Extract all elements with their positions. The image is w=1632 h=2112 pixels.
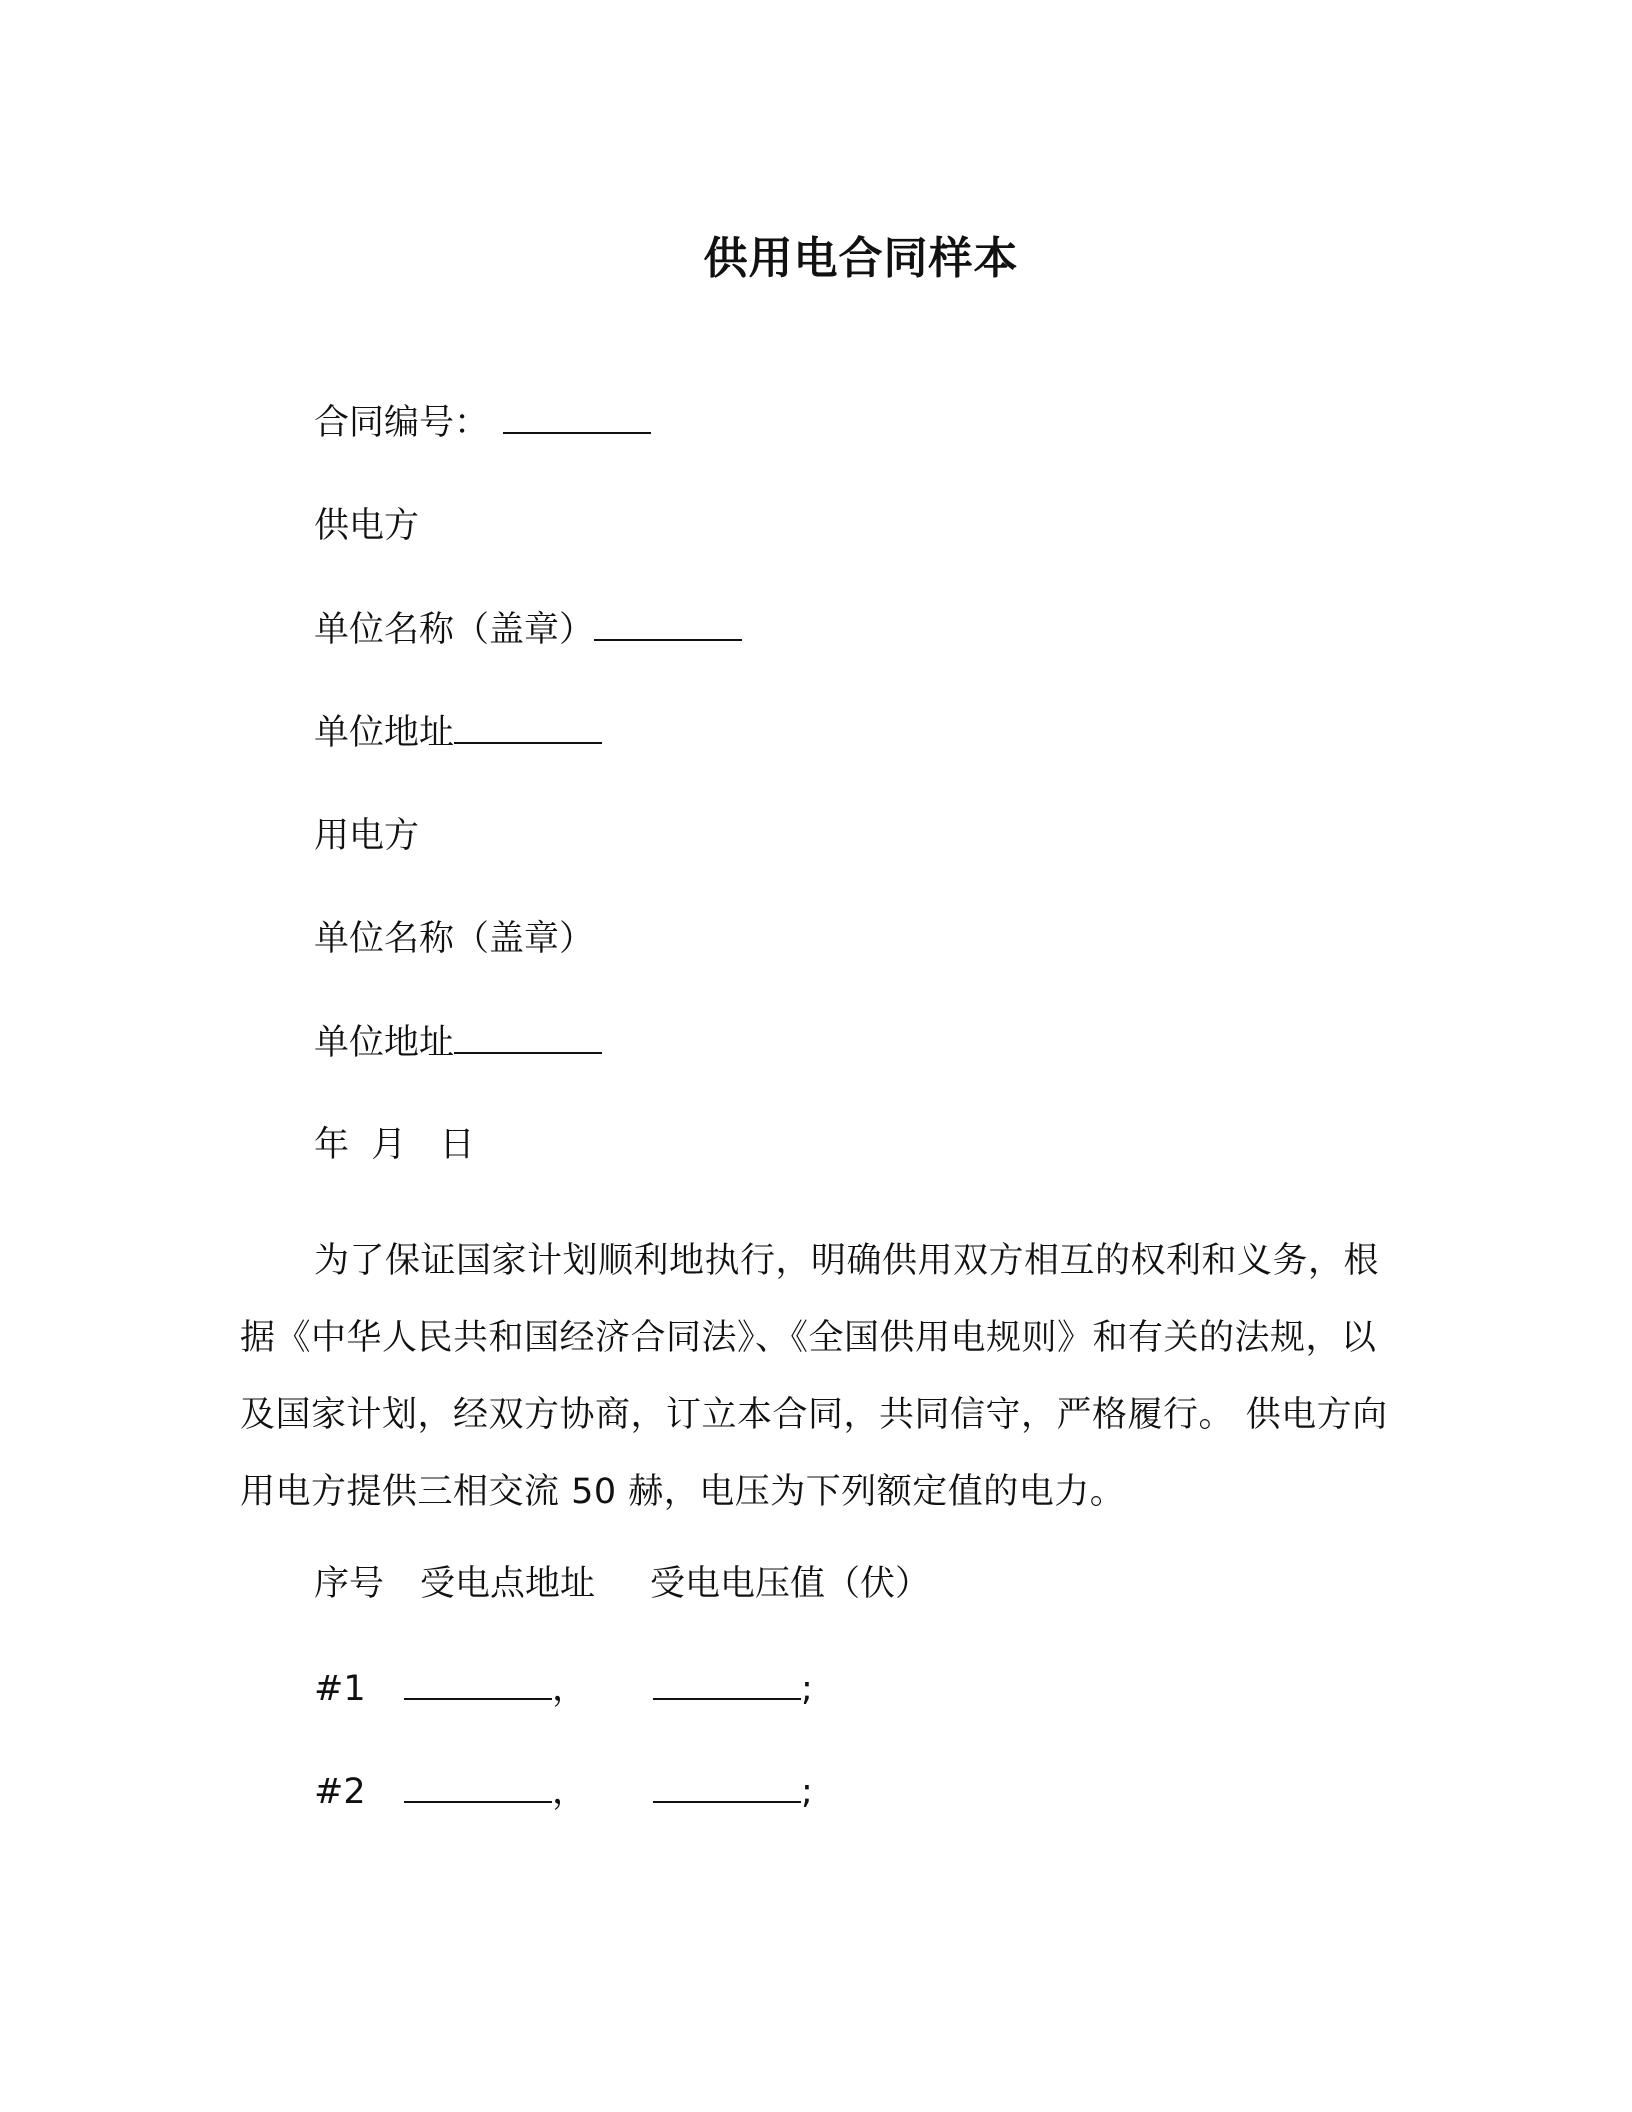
row-comma: ， xyxy=(552,1772,588,1812)
supplier-address-label: 单位地址 xyxy=(314,713,455,753)
consumer-name-line xyxy=(314,915,594,963)
supplier-name-blank[interactable] xyxy=(594,605,742,641)
document-title: 供用电合同样本 xyxy=(703,233,1019,284)
table-row xyxy=(314,1767,813,1816)
voltage-blank[interactable] xyxy=(653,1664,801,1700)
contract-number-label: 合同编号： xyxy=(314,403,490,443)
intro-paragraph: 为了保证国家计划顺利地执行，明确供用双方相互的权利和义务，根据《中华人民共和国经济合同法》、《全国供用电规则》和有关的法规，以及国家计划，经双方协商，订立本合同，共同信守，严格履行。 供电方向用电方提供三相交流 50 赫，电压为下列额定值的电力。 xyxy=(240,1241,1388,1512)
consumer-name-label: 单位名称（盖章） xyxy=(314,919,595,959)
table-row xyxy=(314,1664,813,1713)
row-number: #2 xyxy=(314,1772,366,1812)
consumer-address-blank[interactable] xyxy=(454,1018,602,1054)
row-end: ; xyxy=(801,1772,813,1812)
row-end: ; xyxy=(801,1669,813,1709)
row-number: #1 xyxy=(314,1669,366,1709)
header-serial: 序号 xyxy=(314,1564,385,1604)
consumer-address-line xyxy=(314,1018,602,1067)
consumer-address-label: 单位地址 xyxy=(314,1023,455,1063)
address-blank[interactable] xyxy=(404,1767,552,1803)
voltage-blank[interactable] xyxy=(653,1767,801,1803)
supplier-heading: 供电方 xyxy=(314,506,420,546)
supplier-address-line xyxy=(314,708,602,757)
consumer-heading: 用电方 xyxy=(314,816,420,856)
row-comma: ， xyxy=(552,1669,588,1709)
contract-number-blank[interactable] xyxy=(503,398,651,434)
date-line: 年 月 日 xyxy=(314,1125,475,1165)
table-header xyxy=(314,1560,930,1608)
supplier-name-line xyxy=(314,605,742,654)
contract-number-line xyxy=(314,398,651,447)
header-voltage: 受电电压值（伏） xyxy=(650,1564,931,1604)
supplier-address-blank[interactable] xyxy=(454,708,602,744)
header-address: 受电点地址 xyxy=(420,1564,596,1604)
supplier-name-label: 单位名称（盖章） xyxy=(314,610,595,650)
address-blank[interactable] xyxy=(404,1664,552,1700)
